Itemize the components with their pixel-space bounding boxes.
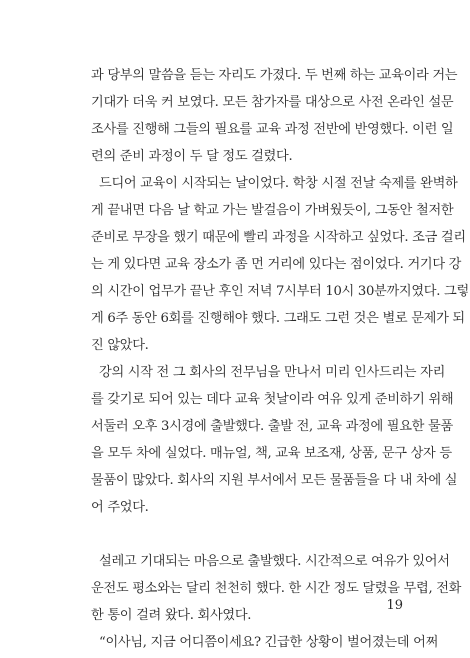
text-line: 물품이 많았다. 회사의 지원 부서에서 모든 물품들을 다 내 차에 실 (91, 473, 458, 488)
text-line: 준비로 무장을 했기 때문에 빨리 과정을 시작하고 싶었다. 조금 걸리 (91, 230, 466, 245)
text-line: 설레고 기대되는 마음으로 출발했다. 시간적으로 여유가 있어서 (99, 554, 450, 569)
text-line: 드디어 교육이 시작되는 날이었다. 학창 시절 전날 숙제를 완벽하 (99, 176, 458, 191)
paragraph (91, 170, 469, 359)
paragraph (91, 548, 462, 629)
text-line: “이사님, 지금 어디쯤이세요? 긴급한 상황이 벌어졌는데 어쩌 (99, 635, 438, 650)
text-line: 강의 시작 전 그 회사의 전무님을 만나서 미리 인사드리는 자리 (99, 365, 446, 380)
text-line: 과 당부의 말씀을 듣는 자리도 가졌다. 두 번째 하는 교육이라 거는 (91, 68, 458, 83)
text-line: 한 통이 걸려 왔다. 회사였다. (91, 608, 252, 623)
body-text (91, 62, 469, 656)
text-line: 서둘러 오후 3시경에 출발했다. 출발 전, 교육 과정에 필요한 물품 (91, 419, 453, 434)
paragraph-gap (91, 521, 403, 548)
text-line: 진 않았다. (91, 338, 149, 353)
paragraph (91, 629, 438, 656)
text-line: 기대가 더욱 커 보였다. 모든 참가자를 대상으로 사전 온라인 설문 (91, 95, 454, 110)
text-line: 게 6주 동안 6회를 진행해야 했다. 그래도 그런 것은 별로 문제가 되 (91, 311, 465, 326)
paragraph (91, 359, 458, 521)
text-line: 의 시간이 업무가 끝난 후인 저녁 7시부터 10시 30분까지였다. 그렇 (91, 284, 469, 299)
text-line: 를 갖기로 되어 있는 데다 교육 첫날이라 여유 있게 준비하기 위해 (91, 392, 454, 407)
page-number: 19 (386, 598, 403, 613)
text-line: 운전도 평소와는 달리 천천히 했다. 한 시간 정도 달렸을 무렵, 전화 (91, 581, 462, 596)
text-line: 을 모두 차에 실었다. 매뉴얼, 책, 교육 보조재, 상품, 문구 상자 등 (91, 446, 452, 461)
text-line: 련의 준비 과정이 두 달 정도 걸렸다. (91, 149, 293, 164)
paragraph (91, 62, 458, 170)
text-line: 게 끝내면 다음 날 학교 가는 발걸음이 가벼웠듯이, 그동안 철저한 (91, 203, 454, 218)
text-line: 어 주었다. (91, 500, 149, 515)
text-line: 조사를 진행해 그들의 필요를 교육 과정 전반에 반영했다. 이런 일 (91, 122, 454, 137)
text-line: 는 게 있다면 교육 장소가 좀 먼 거리에 있다는 점이었다. 거기다 강 (91, 257, 462, 272)
